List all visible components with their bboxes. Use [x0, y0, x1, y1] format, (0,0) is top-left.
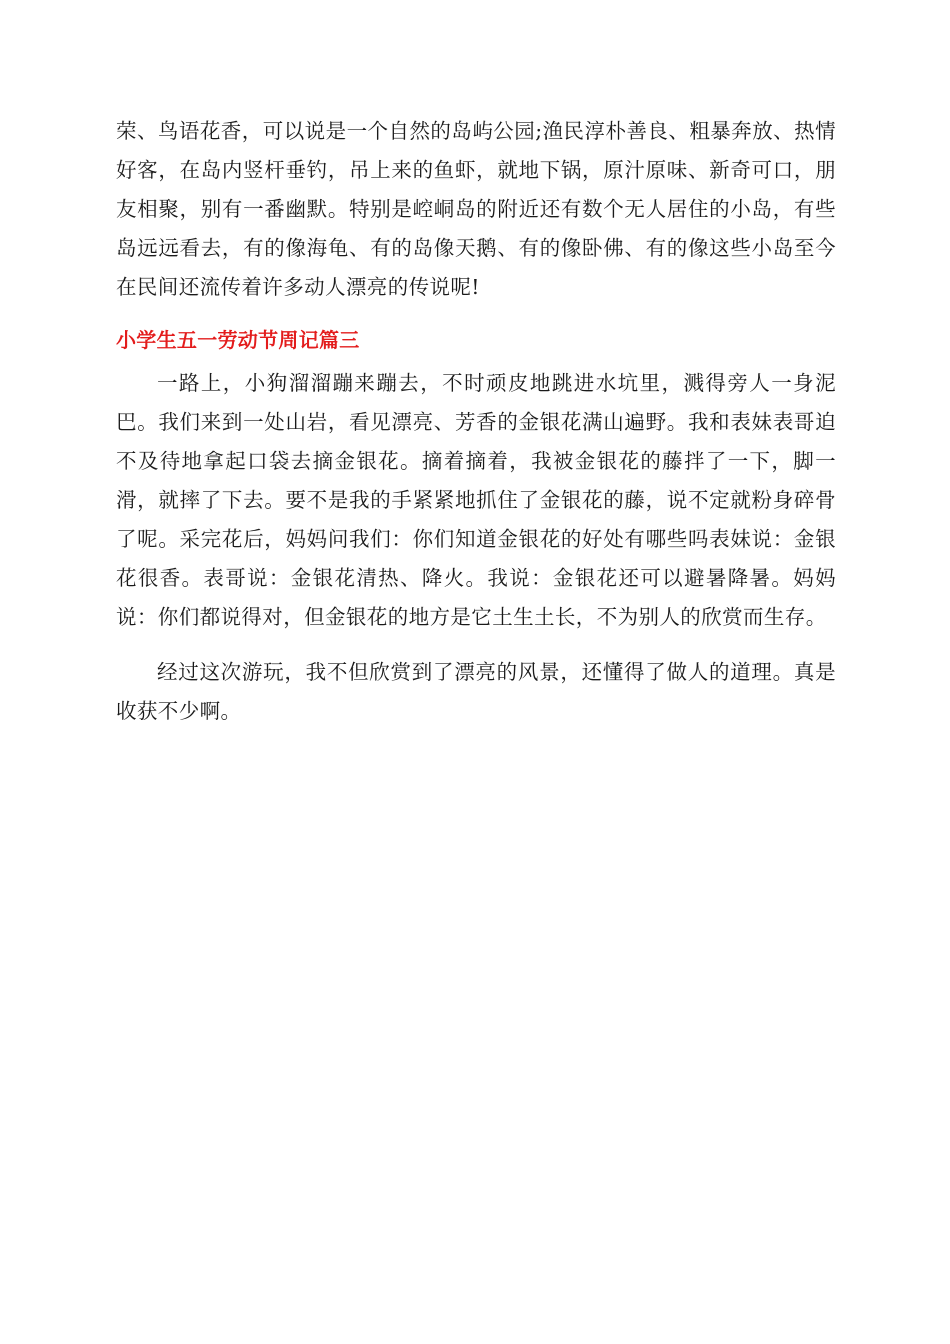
paragraph: 一路上，小狗溜溜蹦来蹦去，不时顽皮地跳进水坑里，溅得旁人一身泥巴。我们来到一处山岩，看见漂亮、芳香的金银花满山遍野。我和表妹表哥迫不及待地拿起口袋去摘金银花。摘着摘着，我被金银花的藤拌了一下，脚一滑，就摔了下去。要不是我的手紧紧地抓住了金银花的藤，说不定就粉身碎骨了呢。采完花后，妈妈问我们：你们知道金银花的好处有哪些吗表妹说：金银花很香。表哥说：金银花清热、降火。我说：金银花还可以避暑降暑。妈妈说：你们都说得对，但金银花的地方是它土生土长，不为别人的欣赏而生存。: [116, 371, 836, 629]
paragraph: 经过这次游玩，我不但欣赏到了漂亮的风景，还懂得了做人的道理。真是收获不少啊。: [116, 660, 836, 723]
paragraph-spacer: [116, 637, 836, 653]
section-heading: 小学生五一劳动节周记篇三: [116, 328, 360, 352]
document-body: [116, 112, 836, 731]
paragraph-continued: 荣、鸟语花香，可以说是一个自然的岛屿公园;渔民淳朴善良、粗暴奔放、热情好客，在岛内竖杆垂钓，吊上来的鱼虾，就地下锅，原汁原味、新奇可口，朋友相聚，别有一番幽默。特别是崆峒岛的附近还有数个无人居住的小岛，有些岛远远看去，有的像海龟、有的岛像天鹅、有的像卧佛、有的像这些小岛至今在民间还流传着许多动人漂亮的传说呢!: [116, 119, 836, 299]
